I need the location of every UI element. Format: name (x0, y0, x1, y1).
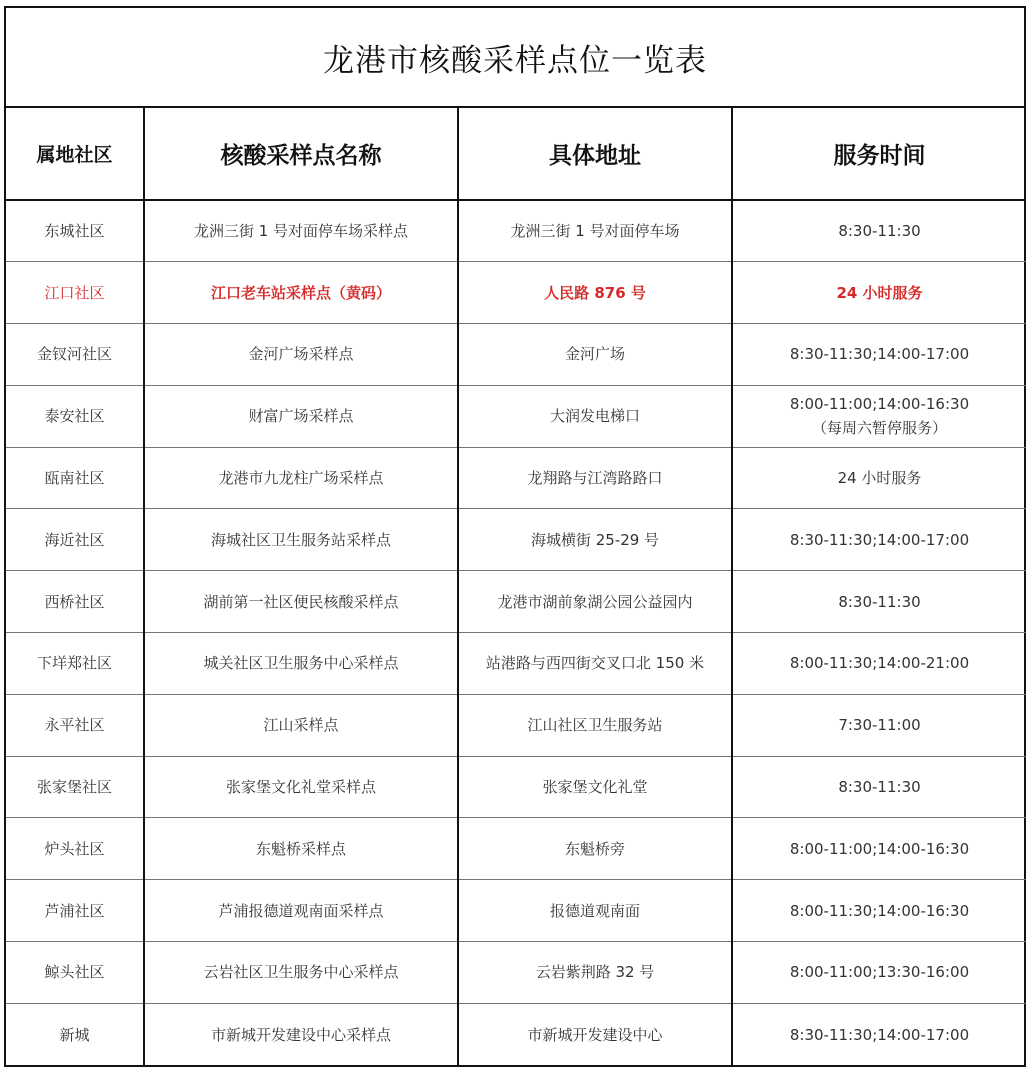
sampling-sites-table (6, 108, 1026, 1065)
table-row (6, 200, 1026, 262)
table-row (6, 818, 1026, 880)
title-bar (6, 8, 1024, 108)
header-site-name: 核酸采样点名称 (144, 108, 458, 200)
cell-community: 新城 (6, 1003, 144, 1065)
service-time-line: 8:00-11:30;14:00-21:00 (789, 654, 970, 673)
cell-service-time (732, 880, 1026, 942)
cell-site-name: 芦浦报德道观南面采样点 (144, 880, 458, 942)
cell-address: 龙翔路与江湾路路口 (458, 447, 732, 509)
cell-service-time (732, 756, 1026, 818)
service-time-line: 8:00-11:00;13:30-16:00 (789, 963, 970, 982)
service-time-line: 8:00-11:00;14:00-16:30 (789, 839, 970, 858)
table-row (6, 1003, 1026, 1065)
cell-address: 站港路与西四街交叉口北 150 米 (458, 633, 732, 695)
service-time-line: 8:00-11:00;14:00-16:30 (789, 395, 970, 414)
table-row (6, 942, 1026, 1004)
cell-site-name: 海城社区卫生服务站采样点 (144, 509, 458, 571)
cell-service-time (732, 447, 1026, 509)
table-row (6, 385, 1026, 447)
cell-service-time (732, 509, 1026, 571)
cell-community: 西桥社区 (6, 571, 144, 633)
cell-service-time (732, 633, 1026, 695)
cell-address: 龙洲三街 1 号对面停车场 (458, 200, 732, 262)
cell-address: 张家堡文化礼堂 (458, 756, 732, 818)
table-row (6, 262, 1026, 324)
cell-site-name: 云岩社区卫生服务中心采样点 (144, 942, 458, 1004)
sampling-sites-table-sheet (4, 6, 1026, 1067)
cell-community: 东城社区 (6, 200, 144, 262)
service-time-line: 8:00-11:30;14:00-16:30 (789, 901, 970, 920)
cell-site-name: 江山采样点 (144, 694, 458, 756)
cell-site-name: 龙港市九龙柱广场采样点 (144, 447, 458, 509)
cell-service-time (732, 262, 1026, 324)
service-time-line: 8:30-11:30 (838, 592, 921, 611)
cell-service-time (732, 1003, 1026, 1065)
cell-community: 泰安社区 (6, 385, 144, 447)
service-time-line: 8:30-11:30 (838, 778, 921, 797)
cell-address: 人民路 876 号 (458, 262, 732, 324)
cell-address: 市新城开发建设中心 (458, 1003, 732, 1065)
cell-site-name: 湖前第一社区便民核酸采样点 (144, 571, 458, 633)
header-community: 属地社区 (6, 108, 144, 200)
cell-community: 海近社区 (6, 509, 144, 571)
cell-community: 芦浦社区 (6, 880, 144, 942)
cell-site-name: 龙洲三街 1 号对面停车场采样点 (144, 200, 458, 262)
header-service-time: 服务时间 (732, 108, 1026, 200)
header-address: 具体地址 (458, 108, 732, 200)
cell-service-time (732, 200, 1026, 262)
cell-site-name: 金河广场采样点 (144, 324, 458, 386)
cell-service-time (732, 385, 1026, 447)
table-row (6, 633, 1026, 695)
table-body (6, 200, 1026, 1065)
cell-address: 海城横街 25-29 号 (458, 509, 732, 571)
cell-address: 东魁桥旁 (458, 818, 732, 880)
cell-service-time (732, 942, 1026, 1004)
cell-address: 龙港市湖前象湖公园公益园内 (458, 571, 732, 633)
cell-service-time (732, 324, 1026, 386)
cell-site-name: 张家堡文化礼堂采样点 (144, 756, 458, 818)
service-time-line: 8:30-11:30;14:00-17:00 (789, 1025, 970, 1044)
service-time-line: 8:30-11:30 (838, 222, 921, 241)
cell-community: 张家堡社区 (6, 756, 144, 818)
cell-service-time (732, 818, 1026, 880)
table-row (6, 447, 1026, 509)
cell-community: 永平社区 (6, 694, 144, 756)
service-time-note: （每周六暂停服务） (811, 419, 947, 438)
service-time-line: 8:30-11:30;14:00-17:00 (789, 530, 970, 549)
table-row (6, 571, 1026, 633)
cell-community: 鲸头社区 (6, 942, 144, 1004)
cell-community: 瓯南社区 (6, 447, 144, 509)
service-time-line: 24 小时服务 (836, 283, 923, 302)
cell-address: 云岩紫荆路 32 号 (458, 942, 732, 1004)
table-row (6, 509, 1026, 571)
table-row (6, 324, 1026, 386)
cell-site-name: 财富广场采样点 (144, 385, 458, 447)
cell-site-name: 江口老车站采样点（黄码） (144, 262, 458, 324)
cell-site-name: 东魁桥采样点 (144, 818, 458, 880)
cell-service-time (732, 571, 1026, 633)
cell-address: 金河广场 (458, 324, 732, 386)
table-row (6, 694, 1026, 756)
cell-site-name: 市新城开发建设中心采样点 (144, 1003, 458, 1065)
cell-community: 金钗河社区 (6, 324, 144, 386)
cell-community: 江口社区 (6, 262, 144, 324)
service-time-line: 24 小时服务 (837, 469, 922, 488)
cell-service-time (732, 694, 1026, 756)
service-time-line: 7:30-11:00 (838, 716, 921, 735)
cell-address: 江山社区卫生服务站 (458, 694, 732, 756)
service-time-line: 8:30-11:30;14:00-17:00 (789, 345, 970, 364)
table-row (6, 756, 1026, 818)
table-row (6, 880, 1026, 942)
cell-address: 报德道观南面 (458, 880, 732, 942)
page-title: 龙港市核酸采样点位一览表 (323, 42, 707, 79)
cell-site-name: 城关社区卫生服务中心采样点 (144, 633, 458, 695)
cell-community: 炉头社区 (6, 818, 144, 880)
cell-community: 下垟郑社区 (6, 633, 144, 695)
cell-address: 大润发电梯口 (458, 385, 732, 447)
table-header-row (6, 108, 1026, 200)
